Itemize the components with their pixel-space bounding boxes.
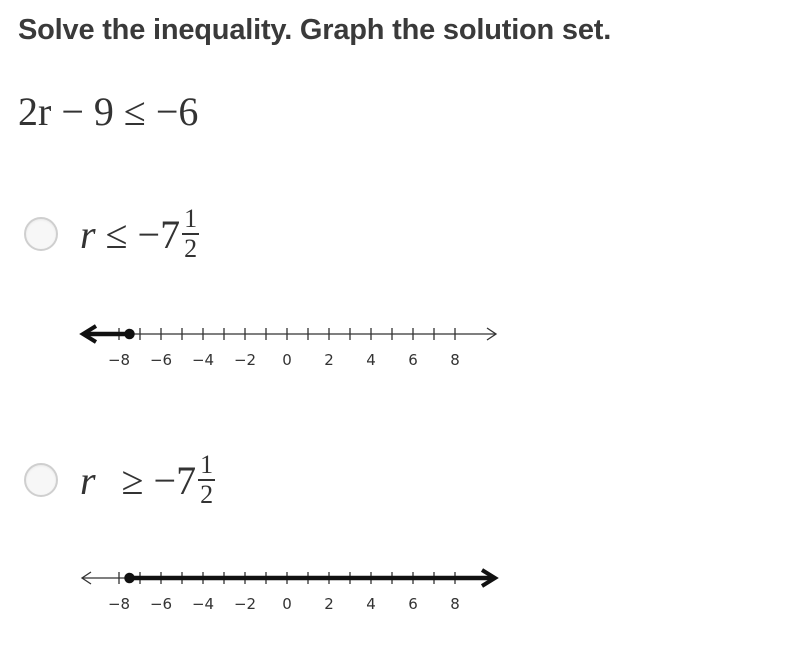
option-1-fraction	[182, 206, 199, 262]
tick-label: −2	[233, 351, 257, 369]
option-1-whole: −7	[137, 211, 181, 257]
number-line-graph-1	[0, 318, 520, 378]
option-2-inequality	[80, 452, 215, 508]
tick-label: −4	[191, 351, 215, 369]
option-1-relation: ≤	[105, 211, 128, 257]
number-line-graph-2	[0, 562, 520, 622]
tick-label: 6	[408, 595, 418, 613]
tick-label: 6	[408, 351, 418, 369]
tick-label: 2	[324, 595, 334, 613]
tick-label: −6	[149, 351, 173, 369]
endpoint-dot	[125, 574, 134, 583]
tick-label: 0	[282, 595, 292, 613]
option-2-fraction	[198, 452, 215, 508]
question-instruction: Solve the inequality. Graph the solution set.	[18, 14, 612, 46]
number-line-option-1	[0, 318, 520, 378]
answer-option-2[interactable]	[24, 452, 215, 508]
tick-label: 8	[450, 351, 460, 369]
tick-label: 4	[366, 351, 376, 369]
tick-label: 8	[450, 595, 460, 613]
option-2-whole: −7	[153, 457, 197, 503]
tick-label: −2	[233, 595, 257, 613]
tick-label: 2	[324, 351, 334, 369]
option-1-denominator: 2	[184, 234, 198, 263]
tick-label: −8	[107, 595, 131, 613]
option-2-denominator: 2	[200, 480, 214, 509]
radio-button-option-1[interactable]	[24, 217, 58, 251]
tick-label: −6	[149, 595, 173, 613]
number-line-option-2	[0, 562, 520, 622]
endpoint-dot	[125, 330, 134, 339]
option-1-variable: r	[80, 211, 96, 257]
tick-label: 0	[282, 351, 292, 369]
inequality-equation: 2r − 9 ≤ −6	[18, 89, 199, 134]
answer-option-1[interactable]	[24, 206, 199, 262]
option-2-variable: r	[80, 457, 96, 503]
option-2-relation: ≥	[121, 457, 144, 503]
radio-button-option-2[interactable]	[24, 463, 58, 497]
option-2-numerator: 1	[200, 450, 214, 479]
tick-label: −4	[191, 595, 215, 613]
option-1-numerator: 1	[184, 204, 198, 233]
option-1-inequality	[80, 206, 199, 262]
tick-label: 4	[366, 595, 376, 613]
tick-label: −8	[107, 351, 131, 369]
